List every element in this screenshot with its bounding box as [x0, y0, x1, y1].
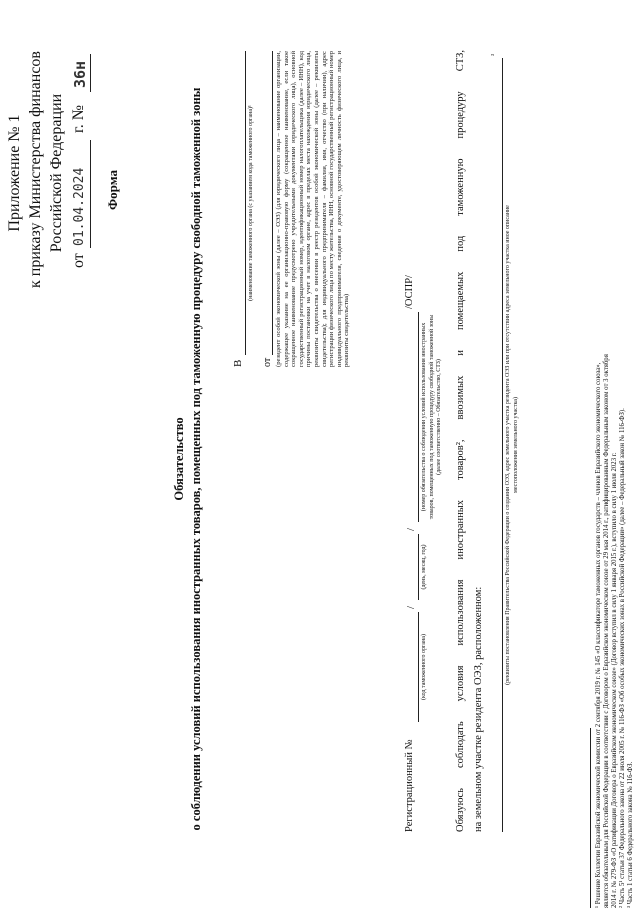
from-caption: (резидент особой экономической зоны (далее – ОЭЗ) (для юридического лица – наименование организации, содержащее указание на ее организационно-правовую форму (сокращенное наименование, если такое сокращенное наименование предусмотрено учредительными документами юридического лица), основной государственный регистрационный номер, идентификационный номер налогоплательщика (далее – ИНН), код причины постановки на учет в налоговом органе, адрес в пределах места нахождения юридического лица, реквизиты свидетельства о внесении в реестр резидентов особой экономической зоны (далее – реквизиты свидетельства); для индивидуального предпринимателя – фамилия, имя, отчество (при наличии), адрес регистрации физического лица по месту жительства, ИНН, основной государственный регистрационный номер индивидуального предпринимателя, сведения о документе, удостоверяющем личность физического лица, и реквизиты свидетельства) [275, 51, 351, 367]
obligation-line-1: Обязуюсь соблюдать условия использования иностранных товаров², ввозимых и помещаемых под таможенную процедуру СТЗ, [455, 50, 466, 832]
to-customs-caption: (наименование таможенного органа (с указанием кода таможенного органа)¹ [248, 105, 254, 301]
footnote-divider [590, 728, 591, 908]
registration-label: Регистрационный № [404, 739, 415, 832]
appendix-date-row [68, 48, 92, 268]
obligation-caption-2: местоположения земельного участка) [513, 397, 519, 493]
number-underline [90, 54, 91, 92]
from-prefix: от [262, 357, 273, 367]
date-underline [90, 140, 91, 248]
reg-customs-code-line [418, 612, 419, 722]
obligation-caption-1: (реквизиты постановления Правительства Российской Федерации о создании ОЭЗ, адрес земельного участка резидента ОЭЗ или при отсутствии адреса земельного участка иное описание [505, 205, 511, 685]
appendix-ministry-line: Российской Федерации [48, 93, 65, 253]
reg-number-line [418, 312, 419, 522]
obligation-line-2: на земельном участке резидента ОЭЗ, расположенном: [473, 586, 484, 832]
to-customs-line [245, 51, 246, 355]
registration-suffix: /ОСПР/ [404, 275, 415, 309]
appendix-order-line: к приказу Министерства финансов [27, 51, 44, 288]
number-prefix: г. № [70, 104, 87, 133]
obligation-footnote-mark: ³ [490, 53, 498, 56]
number-value: 36н [71, 60, 89, 88]
appendix-title: Приложение № 1 [6, 114, 23, 232]
reg-number-caption: (номер обязательства о соблюдении условий использования иностранных товаров, помещенных под таможенную процедуру свободной таможенной зоны (далее соответственно – Обязательство, СТЗ) [421, 314, 443, 520]
form-label: Форма [105, 170, 120, 210]
obligation-location-line [502, 58, 503, 832]
reg-slash-1: / [405, 605, 417, 609]
reg-customs-code-caption: (код таможенного органа) [421, 634, 427, 700]
to-customs-prefix: В [232, 359, 244, 367]
reg-slash-2: / [405, 527, 417, 531]
footnote-1-line-1: ¹ Решение Коллегии Евразийской экономической комиссии от 2 сентября 2019 г. № 145 «О классификаторе таможенных органов государств – членов Евразийского экономического союза», [595, 362, 602, 908]
document-subtitle: о соблюдении условий использования иностранных товаров, помещенных под таможенную процедуру свободной таможенной зоны [189, 87, 203, 831]
footnote-2: ² Часть 5¹ статьи 37 Федерального закона от 22 июля 2005 г. № 116-ФЗ «Об особых экономических зонах в Российской Федерации» (далее – Федеральный закон № 116-ФЗ). [619, 408, 626, 908]
date-prefix: от [70, 253, 87, 268]
date-value: 01.04.2024 [72, 167, 87, 246]
footnote-1-line-3: 2014 г. № 279-ФЗ «О ратификации Договора о Евразийском экономическом союзе» (Договор вступил в силу 1 января 2015 г.), вступило в силу 1 июля 2023 г. [611, 452, 618, 908]
from-line [272, 51, 273, 355]
reg-date-line [418, 534, 419, 600]
footnote-3: ³ Часть 1 статьи 6 Федерального закона № 116-ФЗ. [627, 761, 634, 908]
reg-date-caption: (день, месяц, год) [421, 544, 427, 590]
document-title: Обязательство [172, 417, 186, 501]
footnote-1-line-2: является обязательным для Российской Федерации в соответствии с Договором о Евразийском экономическом союзе от 29 мая 2014 г., ратифицированным Федеральным законом от 3 октября [603, 354, 610, 908]
